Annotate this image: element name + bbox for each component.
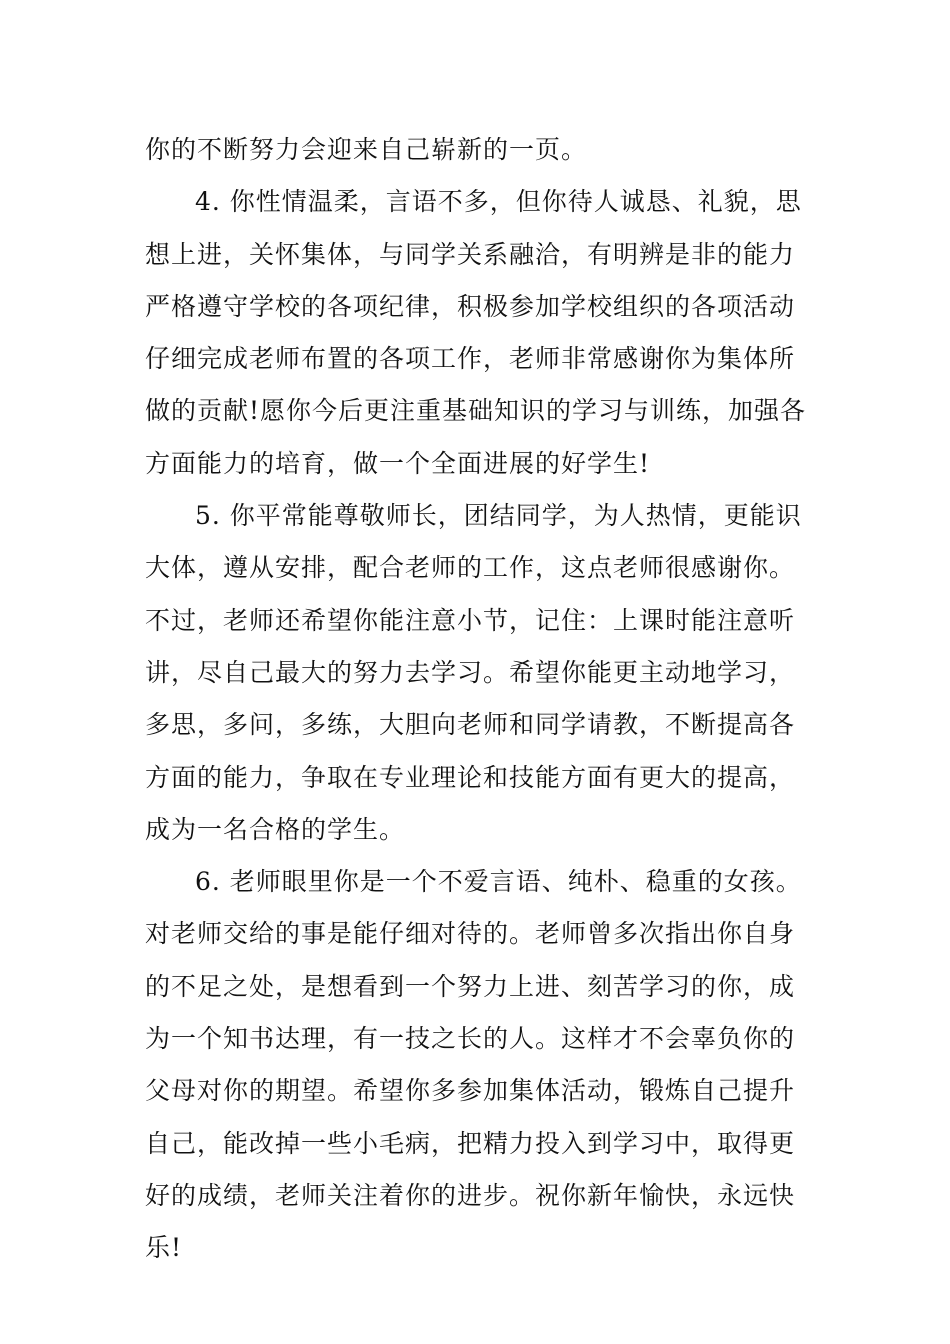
paragraph-5-first-line: 5. 你平常能尊敬师长，团结同学，为人热情，更能识 <box>195 501 802 531</box>
text-line: 自己，能改掉一些小毛病，把精力投入到学习中，取得更 <box>145 1128 796 1158</box>
text-line: 对老师交给的事是能仔细对待的。老师曾多次指出你自身 <box>145 919 796 949</box>
text-line: 乐! <box>145 1233 183 1263</box>
text-line: 你的不断努力会迎来自己崭新的一页。 <box>145 135 588 164</box>
text-line: 讲，尽自己最大的努力去学习。希望你能更主动地学习， <box>145 657 796 687</box>
text-line: 父母对你的期望。希望你多参加集体活动，锻炼自己提升 <box>145 1076 796 1106</box>
text-line: 想上进，关怀集体，与同学关系融洽，有明辨是非的能力 <box>145 239 796 269</box>
text-line: 为一个知书达理，有一技之长的人。这样才不会辜负你的 <box>145 1024 796 1054</box>
text-line: 多思，多问，多练，大胆向老师和同学请教，不断提高各 <box>145 710 796 740</box>
paragraph-6-first-line: 6. 老师眼里你是一个不爱言语、纯朴、稳重的女孩。 <box>195 867 802 897</box>
text-line: 严格遵守学校的各项纪律，积极参加学校组织的各项活动 <box>145 291 796 321</box>
text-line: 好的成绩，老师关注着你的进步。祝你新年愉快，永远快 <box>145 1180 796 1210</box>
text-line: 成为一名合格的学生。 <box>145 814 406 844</box>
paragraph-4-first-line: 4. 你性情温柔，言语不多，但你待人诚恳、礼貌，思 <box>195 187 802 217</box>
text-line: 方面的能力，争取在专业理论和技能方面有更大的提高， <box>145 762 796 792</box>
text-line: 大体，遵从安排，配合老师的工作，这点老师很感谢你。 <box>145 553 796 583</box>
text-line: 做的贡献!愿你今后更注重基础知识的学习与训练，加强各 <box>145 396 807 426</box>
document-body <box>145 124 815 1275</box>
text-line: 的不足之处，是想看到一个努力上进、刻苦学习的你，成 <box>145 971 796 1001</box>
text-line: 仔细完成老师布置的各项工作，老师非常感谢你为集体所 <box>145 344 796 374</box>
text-line: 不过，老师还希望你能注意小节，记住：上课时能注意听 <box>145 605 796 635</box>
text-line: 方面能力的培育，做一个全面进展的好学生! <box>145 448 651 478</box>
